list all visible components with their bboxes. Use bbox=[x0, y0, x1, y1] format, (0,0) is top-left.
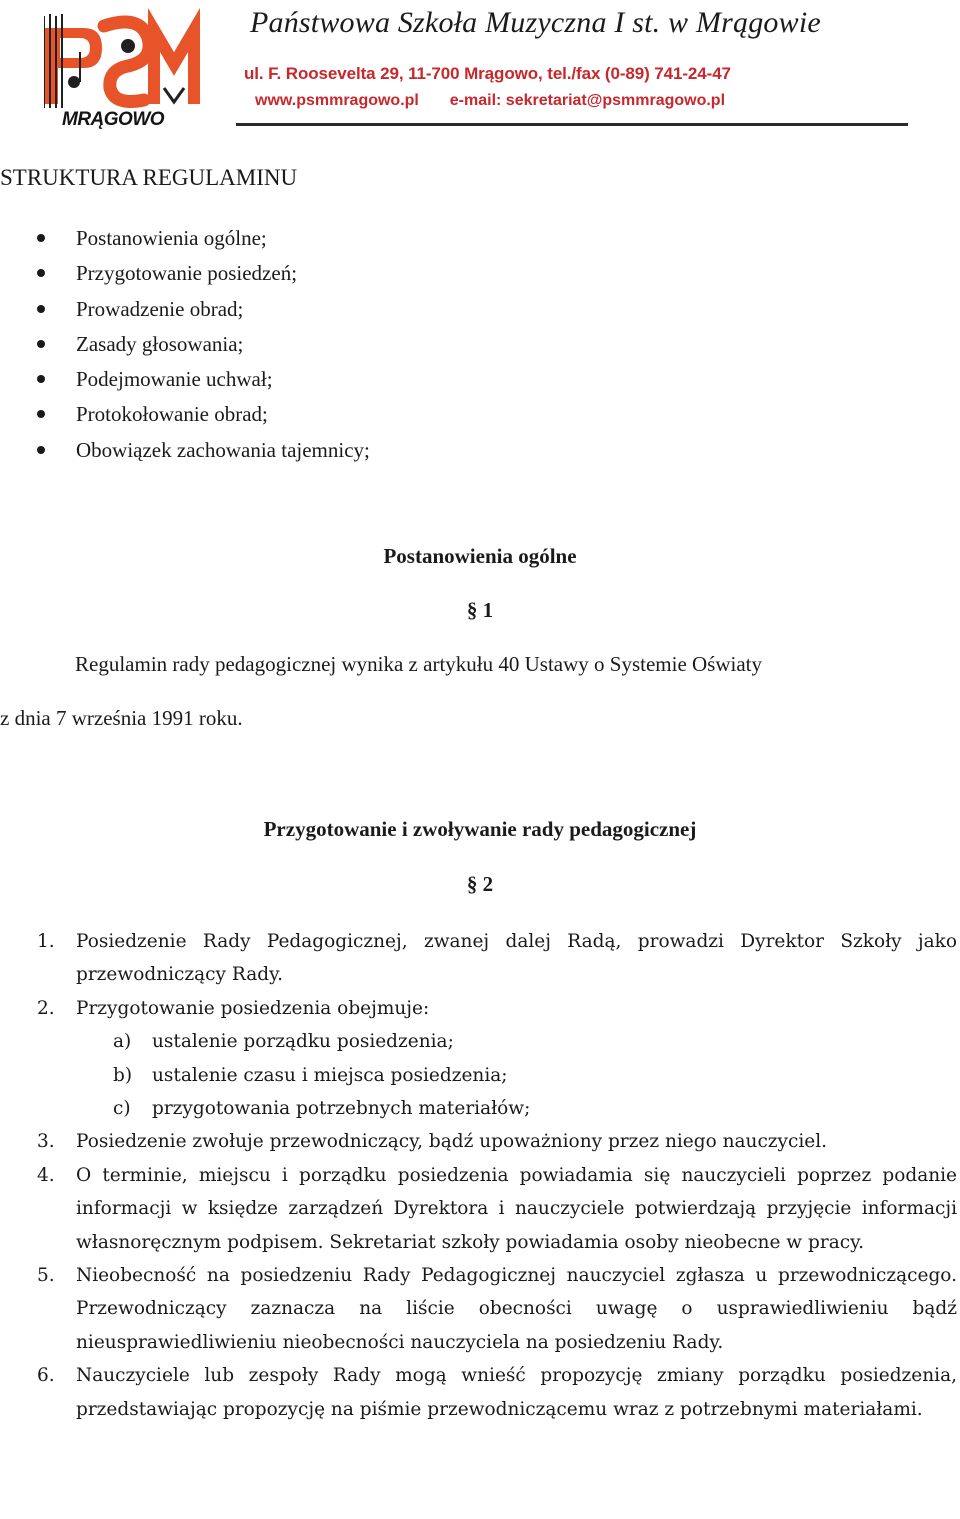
subitem-letter: c) bbox=[113, 1098, 131, 1120]
rule-subitem bbox=[76, 1025, 957, 1058]
rule-item bbox=[0, 1359, 957, 1426]
structure-item bbox=[0, 363, 370, 398]
rule-subitem bbox=[76, 1092, 957, 1125]
general-provision-date: z dnia 7 września 1991 roku. bbox=[0, 706, 243, 730]
structure-item bbox=[0, 222, 370, 257]
bullet-icon bbox=[37, 234, 45, 242]
letterhead bbox=[0, 0, 960, 140]
subitem-text: ustalenie porządku posiedzenia; bbox=[152, 1031, 454, 1053]
school-contact bbox=[255, 92, 725, 110]
rule-text: Przygotowanie posiedzenia obejmuje: bbox=[76, 997, 430, 1019]
structure-item-text: Podejmowanie uchwał; bbox=[76, 367, 273, 392]
structure-item bbox=[0, 434, 370, 469]
rule-text: Posiedzenie Rady Pedagogicznej, zwanej dalej Radą, prowadzi Dyrektor Szkoły jako przewodniczący Rady. bbox=[76, 931, 957, 986]
school-name: Państwowa Szkoła Muzyczna I st. w Mrągowie bbox=[250, 6, 821, 39]
bullet-icon bbox=[37, 446, 45, 454]
logo-graphic bbox=[44, 8, 204, 112]
rule-text: Nieobecność na posiedzeniu Rady Pedagogicznej nauczyciel zgłasza u przewodniczącego. Przewodniczący zaznacza na liście obecności uwagę o usprawiedliwieniu bądź nieusprawiedliwieniu nieobecności nauczyciela na posiedzeniu Rady. bbox=[76, 1265, 957, 1353]
structure-item-text: Protokołowanie obrad; bbox=[76, 402, 268, 427]
structure-item-text: Prowadzenie obrad; bbox=[76, 296, 244, 321]
bullet-icon bbox=[37, 340, 45, 348]
rule-text: O terminie, miejscu i porządku posiedzenia powiadamia się nauczycieli poprzez podanie informacji w księdze zarządzeń Dyrektora i nauczyciele potwierdzają przyjęcie informacji własnoręcznym podpisem. Sekretariat szkoły powiadamia osoby nieobecne w pracy. bbox=[76, 1164, 957, 1253]
section-heading-general: Postanowienia ogólne bbox=[383, 544, 577, 568]
school-logo bbox=[44, 8, 204, 130]
document-title: STRUKTURA REGULAMINU bbox=[0, 165, 298, 190]
bullet-icon bbox=[37, 305, 45, 313]
structure-item-text: Obowiązek zachowania tajemnicy; bbox=[76, 437, 370, 462]
bullet-icon bbox=[37, 269, 45, 277]
bullet-icon bbox=[37, 375, 45, 383]
school-website-link[interactable]: www.psmmragowo.pl bbox=[255, 92, 419, 109]
structure-list bbox=[0, 222, 370, 469]
paragraph-mark-2: § 2 bbox=[466, 872, 494, 896]
structure-item bbox=[0, 398, 370, 433]
rule-number: 6. bbox=[37, 1365, 55, 1387]
rule-item bbox=[0, 992, 957, 1126]
header-divider bbox=[236, 123, 908, 126]
structure-item bbox=[0, 257, 370, 292]
subitem-letter: a) bbox=[113, 1031, 132, 1053]
rule-number: 5. bbox=[37, 1265, 55, 1287]
rule-subitem bbox=[76, 1059, 957, 1092]
logo-town-text: MRĄGOWO bbox=[62, 109, 165, 130]
structure-item-text: Zasady głosowania; bbox=[76, 331, 244, 356]
rule-number: 2. bbox=[37, 997, 55, 1019]
subitem-text: przygotowania potrzebnych materiałów; bbox=[152, 1098, 531, 1120]
school-email-link[interactable]: e-mail: sekretariat@psmmragowo.pl bbox=[449, 92, 726, 109]
rule-sublist bbox=[76, 1025, 957, 1125]
rule-number: 4. bbox=[37, 1164, 55, 1186]
rules-list bbox=[0, 925, 957, 1426]
subitem-text: ustalenie czasu i miejsca posiedzenia; bbox=[152, 1064, 508, 1086]
rule-item bbox=[0, 1259, 957, 1359]
subitem-letter: b) bbox=[113, 1064, 133, 1086]
section-heading-preparation: Przygotowanie i zwoływanie rady pedagogicznej bbox=[263, 817, 697, 841]
rule-item bbox=[0, 1159, 957, 1259]
structure-item-text: Postanowienia ogólne; bbox=[76, 226, 267, 250]
structure-item bbox=[0, 293, 370, 328]
structure-item bbox=[0, 328, 370, 363]
rule-text: Nauczyciele lub zespoły Rady mogą wnieść propozycję zmiany porządku posiedzenia, przedstawiając propozycję na piśmie przewodniczącemu wraz z potrzebnymi materiałami. bbox=[76, 1365, 957, 1420]
structure-item-text: Przygotowanie posiedzeń; bbox=[76, 261, 298, 286]
rule-number: 1. bbox=[37, 931, 55, 952]
school-address: ul. F. Roosevelta 29, 11-700 Mrągowo, tel./fax (0-89) 741-24-47 bbox=[244, 64, 731, 83]
rule-item bbox=[0, 925, 957, 992]
paragraph-mark-1: § 1 bbox=[466, 598, 494, 622]
rule-number: 3. bbox=[37, 1131, 55, 1153]
bullet-icon bbox=[37, 410, 45, 418]
rule-text: Posiedzenie zwołuje przewodniczący, bądź upoważniony przez niego nauczyciel. bbox=[76, 1131, 828, 1153]
rule-item bbox=[0, 1125, 957, 1158]
general-provision-text: Regulamin rady pedagogicznej wynika z artykułu 40 Ustawy o Systemie Oświaty bbox=[75, 652, 763, 676]
